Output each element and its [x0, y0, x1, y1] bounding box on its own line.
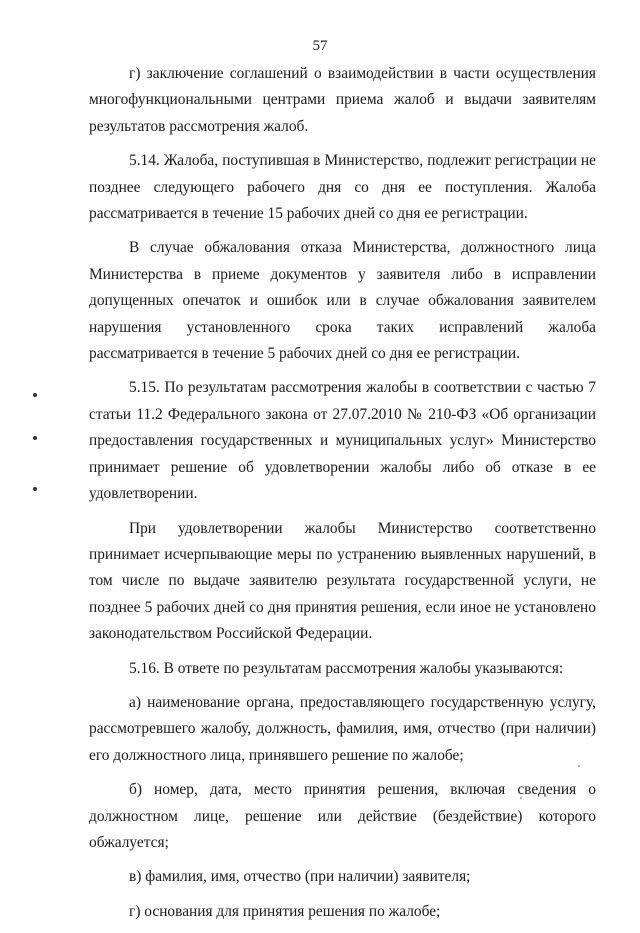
margin-mark [33, 393, 37, 397]
margin-mark [33, 487, 37, 491]
paragraph: а) наименование органа, предоставляющего государственную услугу, рассмотревшего жалобу, должность, фамилия, имя, отчество (при наличии) его должностного лица, принявшего решение по жалобе; [89, 693, 596, 764]
paragraph: 5.16. В ответе по результатам рассмотрения жалобы указываются: [129, 659, 564, 677]
page-number: 57 [312, 38, 328, 54]
paragraph: При удовлетворении жалобы Министерство соответственно принимает исчерпывающие меры по устранению выявленных нарушений, в том числе по выдаче заявителю результата государственной услуги, не позднее 5 рабочих дней со дня принятия решения, если иное не установлено законодательством Российской Федерации. [89, 519, 596, 643]
paragraph: б) номер, дата, место принятия решения, включая сведения о должностном лице, решение или действие (бездействие) которого обжалуется; [89, 781, 596, 851]
paragraph: г) заключение соглашений о взаимодействии в части осуществления многофункциональными центрами приема жалоб и выдачи заявителям результатов рассмотрения жалоб. [89, 65, 596, 135]
document-body [89, 61, 596, 933]
paragraph: В случае обжалования отказа Министерства, должностного лица Министерства в приеме документов у заявителя либо в исправлении допущенных опечаток и ошибок или в случае обжалования заявителем нарушения установленного срока таких исправлений жалоба рассматривается в течение 5 рабочих дней со дня ее регистрации. [89, 239, 596, 363]
paragraph: 5.14. Жалоба, поступившая в Министерство, подлежит регистрации не позднее следующего рабочего дня со дня ее поступления. Жалоба рассматривается в течение 15 рабочих дней со дня ее регистрации. [89, 152, 596, 223]
paragraph: 5.15. По результатам рассмотрения жалобы в соответствии с частью 7 статьи 11.2 Федерального закона от 27.07.2010 № 210-ФЗ «Об организации предоставления государственных и муниципальных услуг» Министерство принимает решение об удовлетворении жалобы либо об отказе в ее удовлетворении. [89, 379, 596, 503]
paragraph: г) основания для принятия решения по жалобе; [129, 902, 441, 920]
paragraph: в) фамилия, имя, отчество (при наличии) заявителя; [129, 868, 471, 886]
margin-mark [33, 436, 37, 440]
